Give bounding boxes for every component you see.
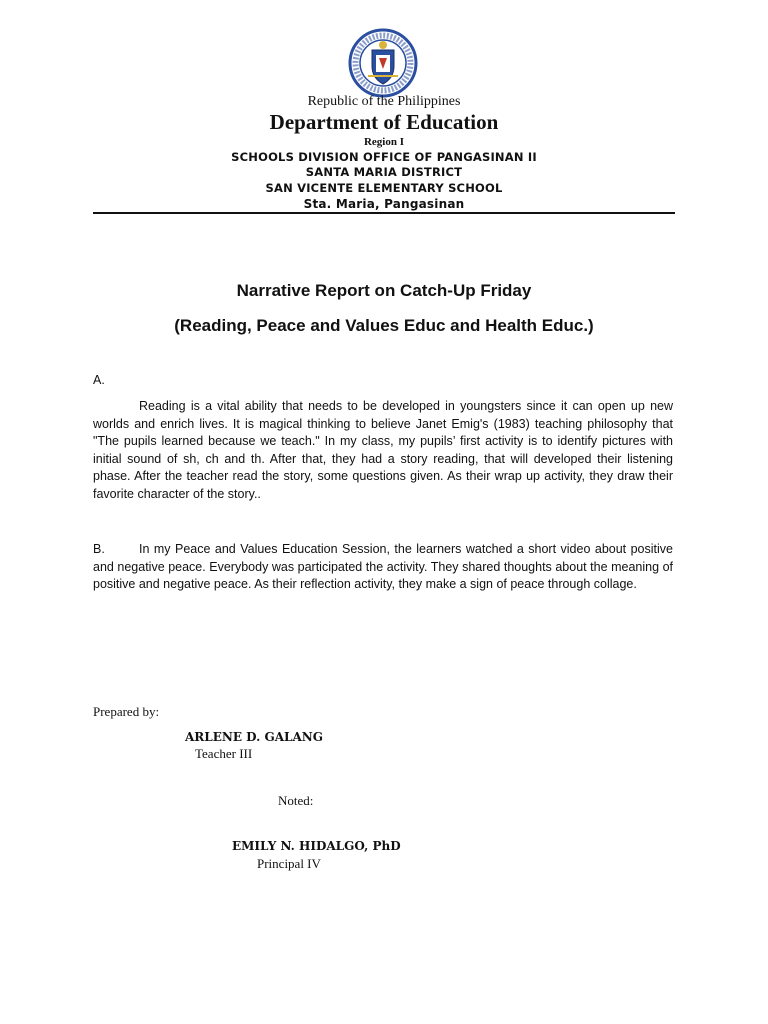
- noted-label: Noted:: [278, 793, 314, 808]
- noter-name: EMILY N. HIDALGO, PhD: [232, 839, 401, 853]
- preparer-name: ARLENE D. GALANG: [185, 730, 324, 744]
- division-line: SCHOOLS DIVISION OFFICE OF PANGASINAN II: [231, 150, 537, 164]
- prepared-by-label: Prepared by:: [93, 704, 160, 719]
- noter-position: Principal IV: [257, 856, 321, 871]
- republic-line: Republic of the Philippines: [307, 94, 461, 109]
- section-a-label: A.: [93, 373, 105, 387]
- section-a-paragraph: Reading is a vital ability that needs to be developed in youngsters since it can open up new worlds and enrich lives. It is magical thinking to believe Janet Emig's (1983) teaching philosophy that "The pupils learned because we teach." In my class, my pupils’ first activity is to identify pictures with initial sound of sh, ch and th. After that, they had a story reading, that will developed their listening phase. After the teacher read the story, some questions given. As their wrap up activity, they draw their favorite character of the story..: [93, 399, 673, 501]
- section-b-paragraph: [93, 541, 673, 594]
- report-subtitle: (Reading, Peace and Values Educ and Health Educ.): [174, 316, 594, 335]
- school-line: SAN VICENTE ELEMENTARY SCHOOL: [265, 181, 503, 195]
- address-line: Sta. Maria, Pangasinan: [303, 197, 465, 211]
- region-line: Region I: [363, 136, 405, 148]
- district-line: SANTA MARIA DISTRICT: [305, 165, 463, 179]
- preparer-position: Teacher III: [195, 746, 253, 761]
- report-title: Narrative Report on Catch-Up Friday: [236, 281, 532, 300]
- department-title: Department of Education: [269, 110, 499, 134]
- deped-seal-logo: [346, 28, 420, 98]
- section-b-text: In my Peace and Values Education Session, the learners watched a short video about positive and negative peace. Everybody was participated the activity. They shared thoughts about the meaning of positive and negative peace. As their reflection activity, they make a sign of peace through collage.: [93, 542, 673, 592]
- header-divider: [93, 212, 675, 214]
- section-b-label: B.: [93, 542, 105, 556]
